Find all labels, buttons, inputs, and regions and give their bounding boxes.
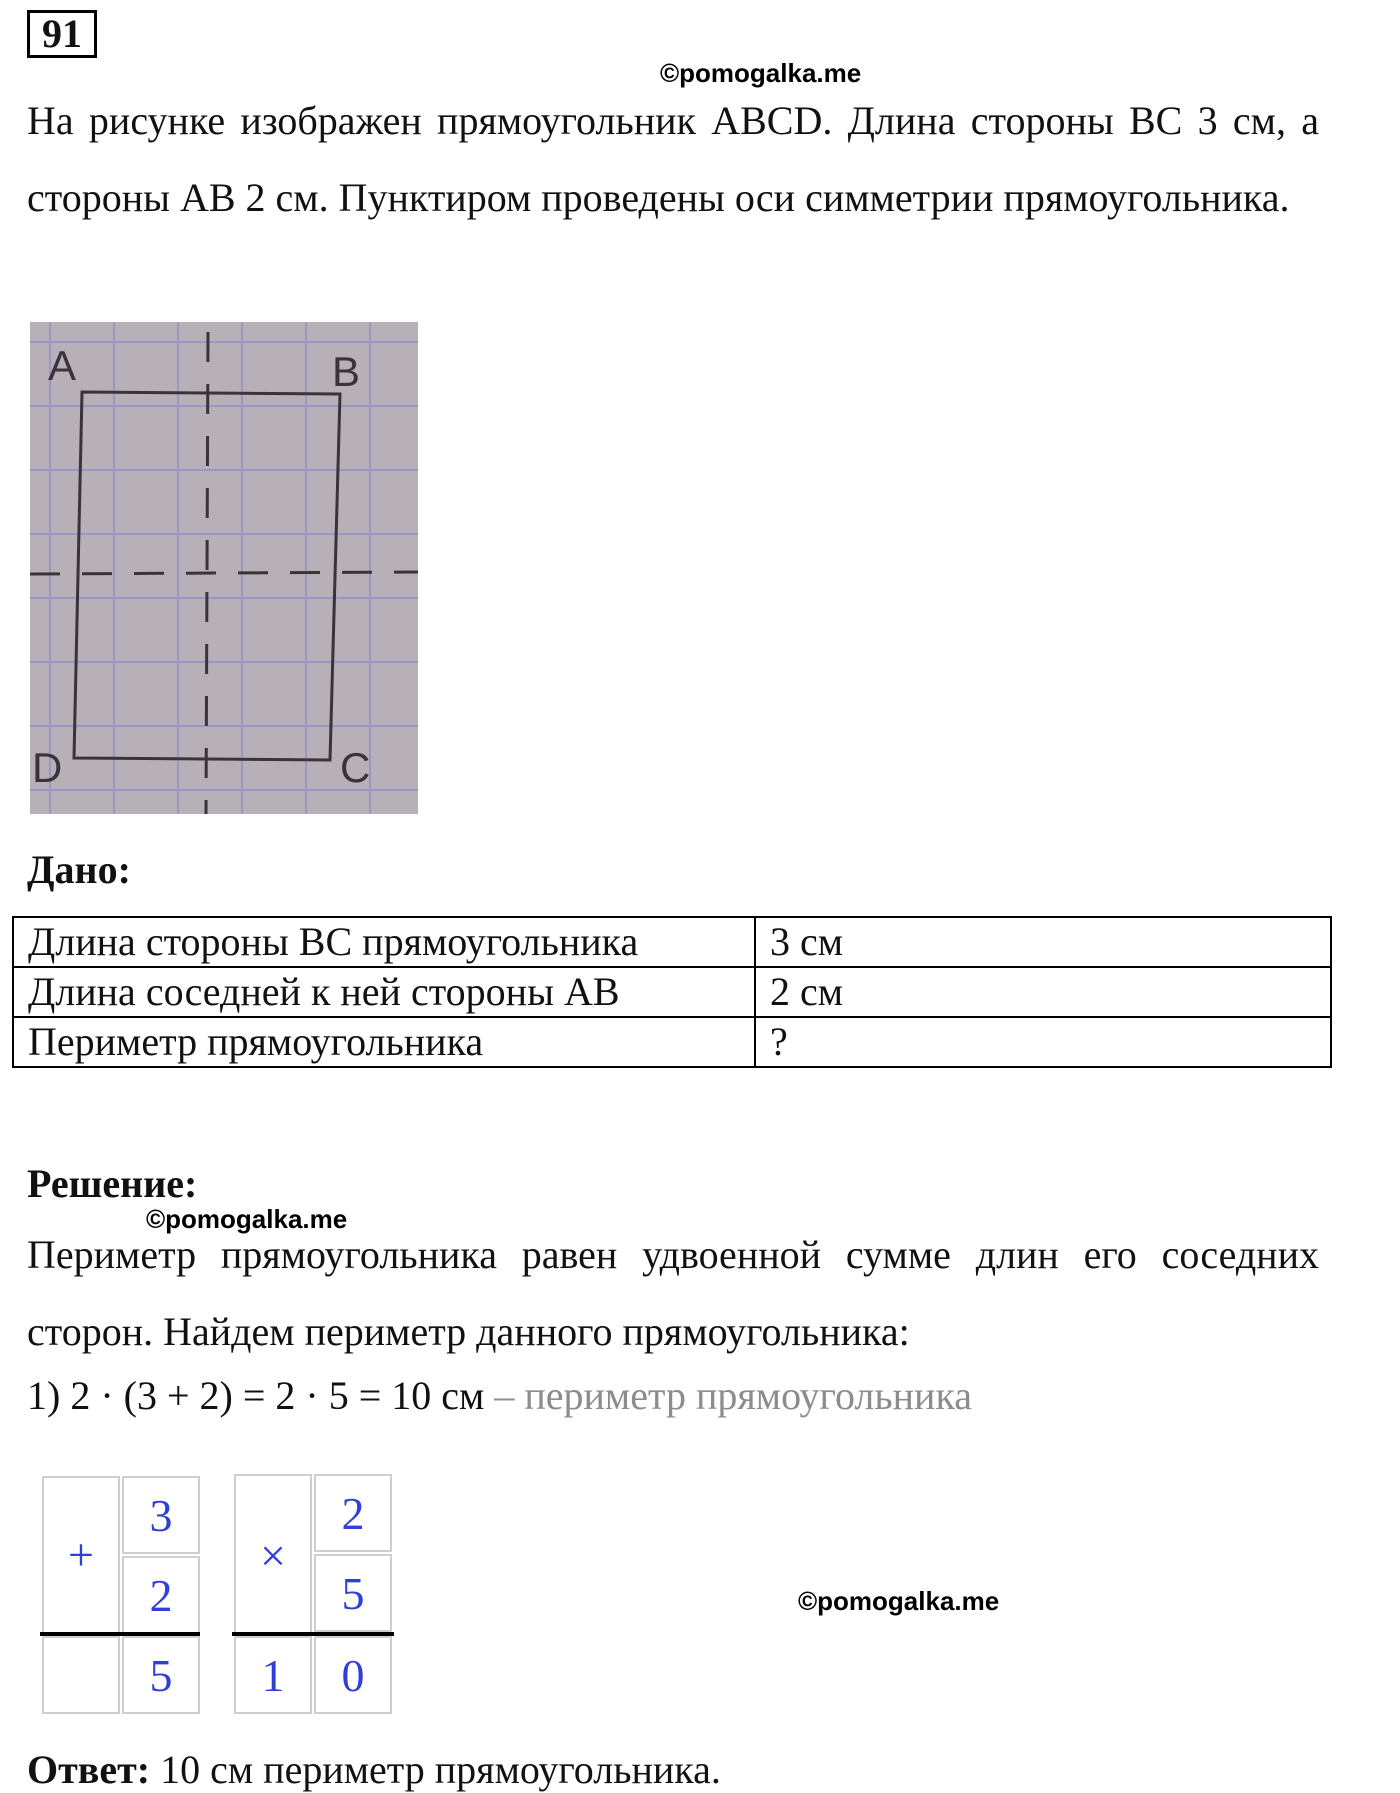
addition-empty-cell bbox=[42, 1636, 120, 1714]
addition-rule bbox=[40, 1632, 200, 1636]
solution-text: Периметр прямоугольника равен удвоенной сумме длин его соседних сторон. Найдем периметр данного прямоугольника: bbox=[27, 1232, 1319, 1354]
multiplication-result-ones: 0 bbox=[314, 1636, 392, 1714]
rectangle-drawing bbox=[30, 322, 418, 814]
answer-label: Ответ: bbox=[27, 1747, 151, 1792]
label-c: C bbox=[340, 744, 371, 791]
given-row-value: ? bbox=[755, 1017, 1331, 1067]
rectangle-figure bbox=[30, 322, 418, 814]
multiplication-result-tens: 1 bbox=[234, 1636, 312, 1714]
answer bbox=[27, 1746, 721, 1793]
times-sign: × bbox=[234, 1474, 312, 1634]
table-row bbox=[13, 967, 1331, 1017]
solution-step bbox=[27, 1366, 972, 1426]
addition-digit-b: 2 bbox=[122, 1556, 200, 1634]
solution-heading: Решение: bbox=[27, 1161, 198, 1206]
watermark-middle: ©pomogalka.me bbox=[146, 1204, 348, 1234]
label-b: B bbox=[332, 348, 361, 395]
given-row-label: Длина соседней к ней стороны AB bbox=[13, 967, 755, 1017]
plus-sign: + bbox=[68, 1529, 94, 1580]
multiplication-rule bbox=[232, 1632, 394, 1636]
watermark-top: ©pomogalka.me bbox=[660, 58, 862, 88]
step-formula: 1) 2 · (3 + 2) = 2 · 5 = 10 см bbox=[27, 1373, 485, 1418]
given-heading: Дано: bbox=[27, 847, 131, 892]
addition-result: 5 bbox=[122, 1636, 200, 1714]
multiplication-digit-a: 2 bbox=[314, 1474, 392, 1552]
addition-digit-a: 3 bbox=[122, 1476, 200, 1554]
step-note: – периметр прямоугольника bbox=[494, 1373, 973, 1418]
addition-op-cell bbox=[42, 1476, 120, 1636]
given-table bbox=[12, 916, 1332, 1068]
given-row-label: Периметр прямоугольника bbox=[13, 1017, 755, 1067]
given-row-label: Длина стороны BC прямоугольника bbox=[13, 917, 755, 967]
given-row-value: 2 см bbox=[755, 967, 1331, 1017]
answer-text: 10 см периметр прямоугольника. bbox=[150, 1747, 721, 1792]
task-number: 91 bbox=[27, 10, 97, 58]
given-row-value: 3 см bbox=[755, 917, 1331, 967]
table-row bbox=[13, 917, 1331, 967]
table-row bbox=[13, 1017, 1331, 1067]
label-d: D bbox=[32, 744, 63, 791]
problem-text: На рисунке изображен прямоугольник ABCD. Длина стороны BC 3 см, а стороны AB 2 см. Пунктиром проведены оси симметрии прямоугольника. bbox=[27, 98, 1319, 220]
watermark-bottom: ©pomogalka.me bbox=[798, 1586, 1000, 1616]
multiplication-digit-b: 5 bbox=[314, 1554, 392, 1632]
label-a: A bbox=[48, 342, 77, 389]
paper-background bbox=[30, 322, 418, 814]
